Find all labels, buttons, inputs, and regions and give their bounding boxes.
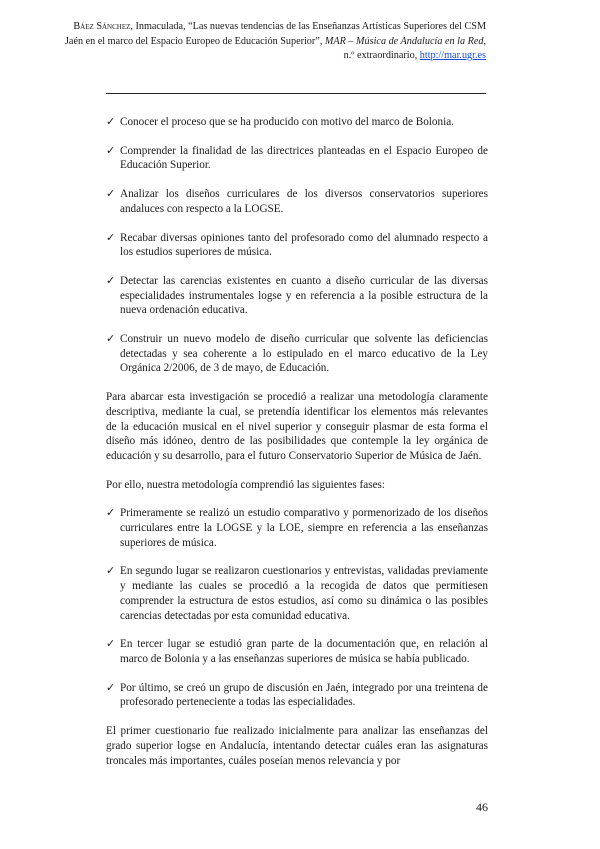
- list-item: [106, 274, 488, 318]
- running-header: [60, 20, 486, 64]
- header-journal: MAR – Música de Andalucía en la Red: [324, 35, 484, 47]
- list-item: [106, 231, 488, 260]
- list-item-text: Detectar las carencias existentes en cuanto a diseño curricular de las diversas especialidades instrumentales logse y en referencia a la posible estructura de la nueva ordenación educativa.: [120, 274, 488, 317]
- phases-list: [106, 506, 488, 710]
- page-number: 46: [476, 800, 488, 814]
- header-citation: , Inmaculada, “Las nuevas tendencias de las Enseñanzas Artísticas Superiores del CSM Jaén en el marco del Espacio Europeo de Educación Superior”,: [64, 21, 486, 47]
- list-item: [106, 637, 488, 666]
- list-item-text: Recabar diversas opiniones tanto del profesorado como del alumnado respecto a los estudios superiores de música.: [120, 231, 488, 259]
- check-mark-icon: ✓: [106, 507, 116, 520]
- list-item-text: Conocer el proceso que se ha producido con motivo del marco de Bolonia.: [120, 116, 454, 128]
- header-link[interactable]: http://mar.ugr.es: [419, 50, 486, 62]
- list-item: [106, 332, 488, 376]
- list-item-text: En tercer lugar se estudió gran parte de la documentación que, en relación al marco de Bolonia y a las enseñanzas superiores de música se había publicado.: [120, 638, 488, 665]
- list-item-text: Construir un nuevo modelo de diseño curricular que solvente las deficiencias detectadas y sea coherente a lo estipulado en el marco educativo de la Ley Orgánica 2/2006, de 3 de mayo, de Educación.: [120, 333, 488, 375]
- check-mark-icon: ✓: [106, 188, 116, 201]
- list-item: [106, 681, 488, 710]
- list-item: [106, 564, 488, 623]
- list-item: [106, 144, 488, 173]
- methodology-paragraph: Para abarcar esta investigación se procedió a realizar una metodología claramente descriptiva, mediante la cual, se pretendía identificar los elementos más relevantes de la educación musical en el nivel superior y conseguir plasmar de esta forma el diseño más idóneo, dentro de las posibilidades que contemple la ley orgánica de educación y su desarrollo, para el futuro Conservatorio Superior de Música de Jaén.: [106, 391, 488, 462]
- list-item-text: En segundo lugar se realizaron cuestionarios y entrevistas, validadas previamente y mediante las cuales se procedió a la recogida de datos que permitiesen comprender la estructura de estos estudios, así como su dinámica o las posibles carencias detectadas por esta comunidad educativa.: [120, 565, 488, 622]
- check-mark-icon: ✓: [106, 333, 116, 346]
- check-mark-icon: ✓: [106, 565, 116, 578]
- list-item-text: Analizar los diseños curriculares de los diversos conservatorios superiores andaluces con respecto a la LOGSE.: [120, 188, 488, 215]
- page-body: [106, 115, 488, 782]
- check-mark-icon: ✓: [106, 638, 116, 651]
- check-mark-icon: ✓: [106, 144, 116, 157]
- list-item: [106, 115, 488, 130]
- header-author: Báez Sánchez: [73, 21, 131, 32]
- list-item: [106, 506, 488, 550]
- list-item: [106, 187, 488, 216]
- objectives-list: [106, 115, 488, 376]
- list-item-text: Por último, se creó un grupo de discusión en Jaén, integrado por una treintena de profesorado perteneciente a todas las especialidades.: [120, 681, 488, 709]
- check-mark-icon: ✓: [106, 681, 116, 694]
- list-item-text: Comprender la finalidad de las directrices planteadas en el Espacio Europeo de Educación Superior.: [120, 144, 488, 172]
- phases-intro-paragraph: Por ello, nuestra metodología comprendió las siguientes fases:: [106, 478, 386, 491]
- header-rule: [106, 93, 486, 94]
- header-issue: , n.º extraordinario,: [343, 35, 486, 62]
- questionnaire-paragraph: El primer cuestionario fue realizado inicialmente para analizar las enseñanzas del grado superior logse en Andalucía, intentando detectar cuáles eran las asignaturas troncales más importantes, cuáles poseían menos relevancia y por: [106, 725, 488, 767]
- check-mark-icon: ✓: [106, 231, 116, 244]
- list-item-text: Primeramente se realizó un estudio comparativo y pormenorizado de los diseños curriculares entre la LOGSE y la LOE, siempre en referencia a las enseñanzas superiores de música.: [120, 507, 488, 549]
- check-mark-icon: ✓: [106, 116, 116, 128]
- check-mark-icon: ✓: [106, 274, 116, 287]
